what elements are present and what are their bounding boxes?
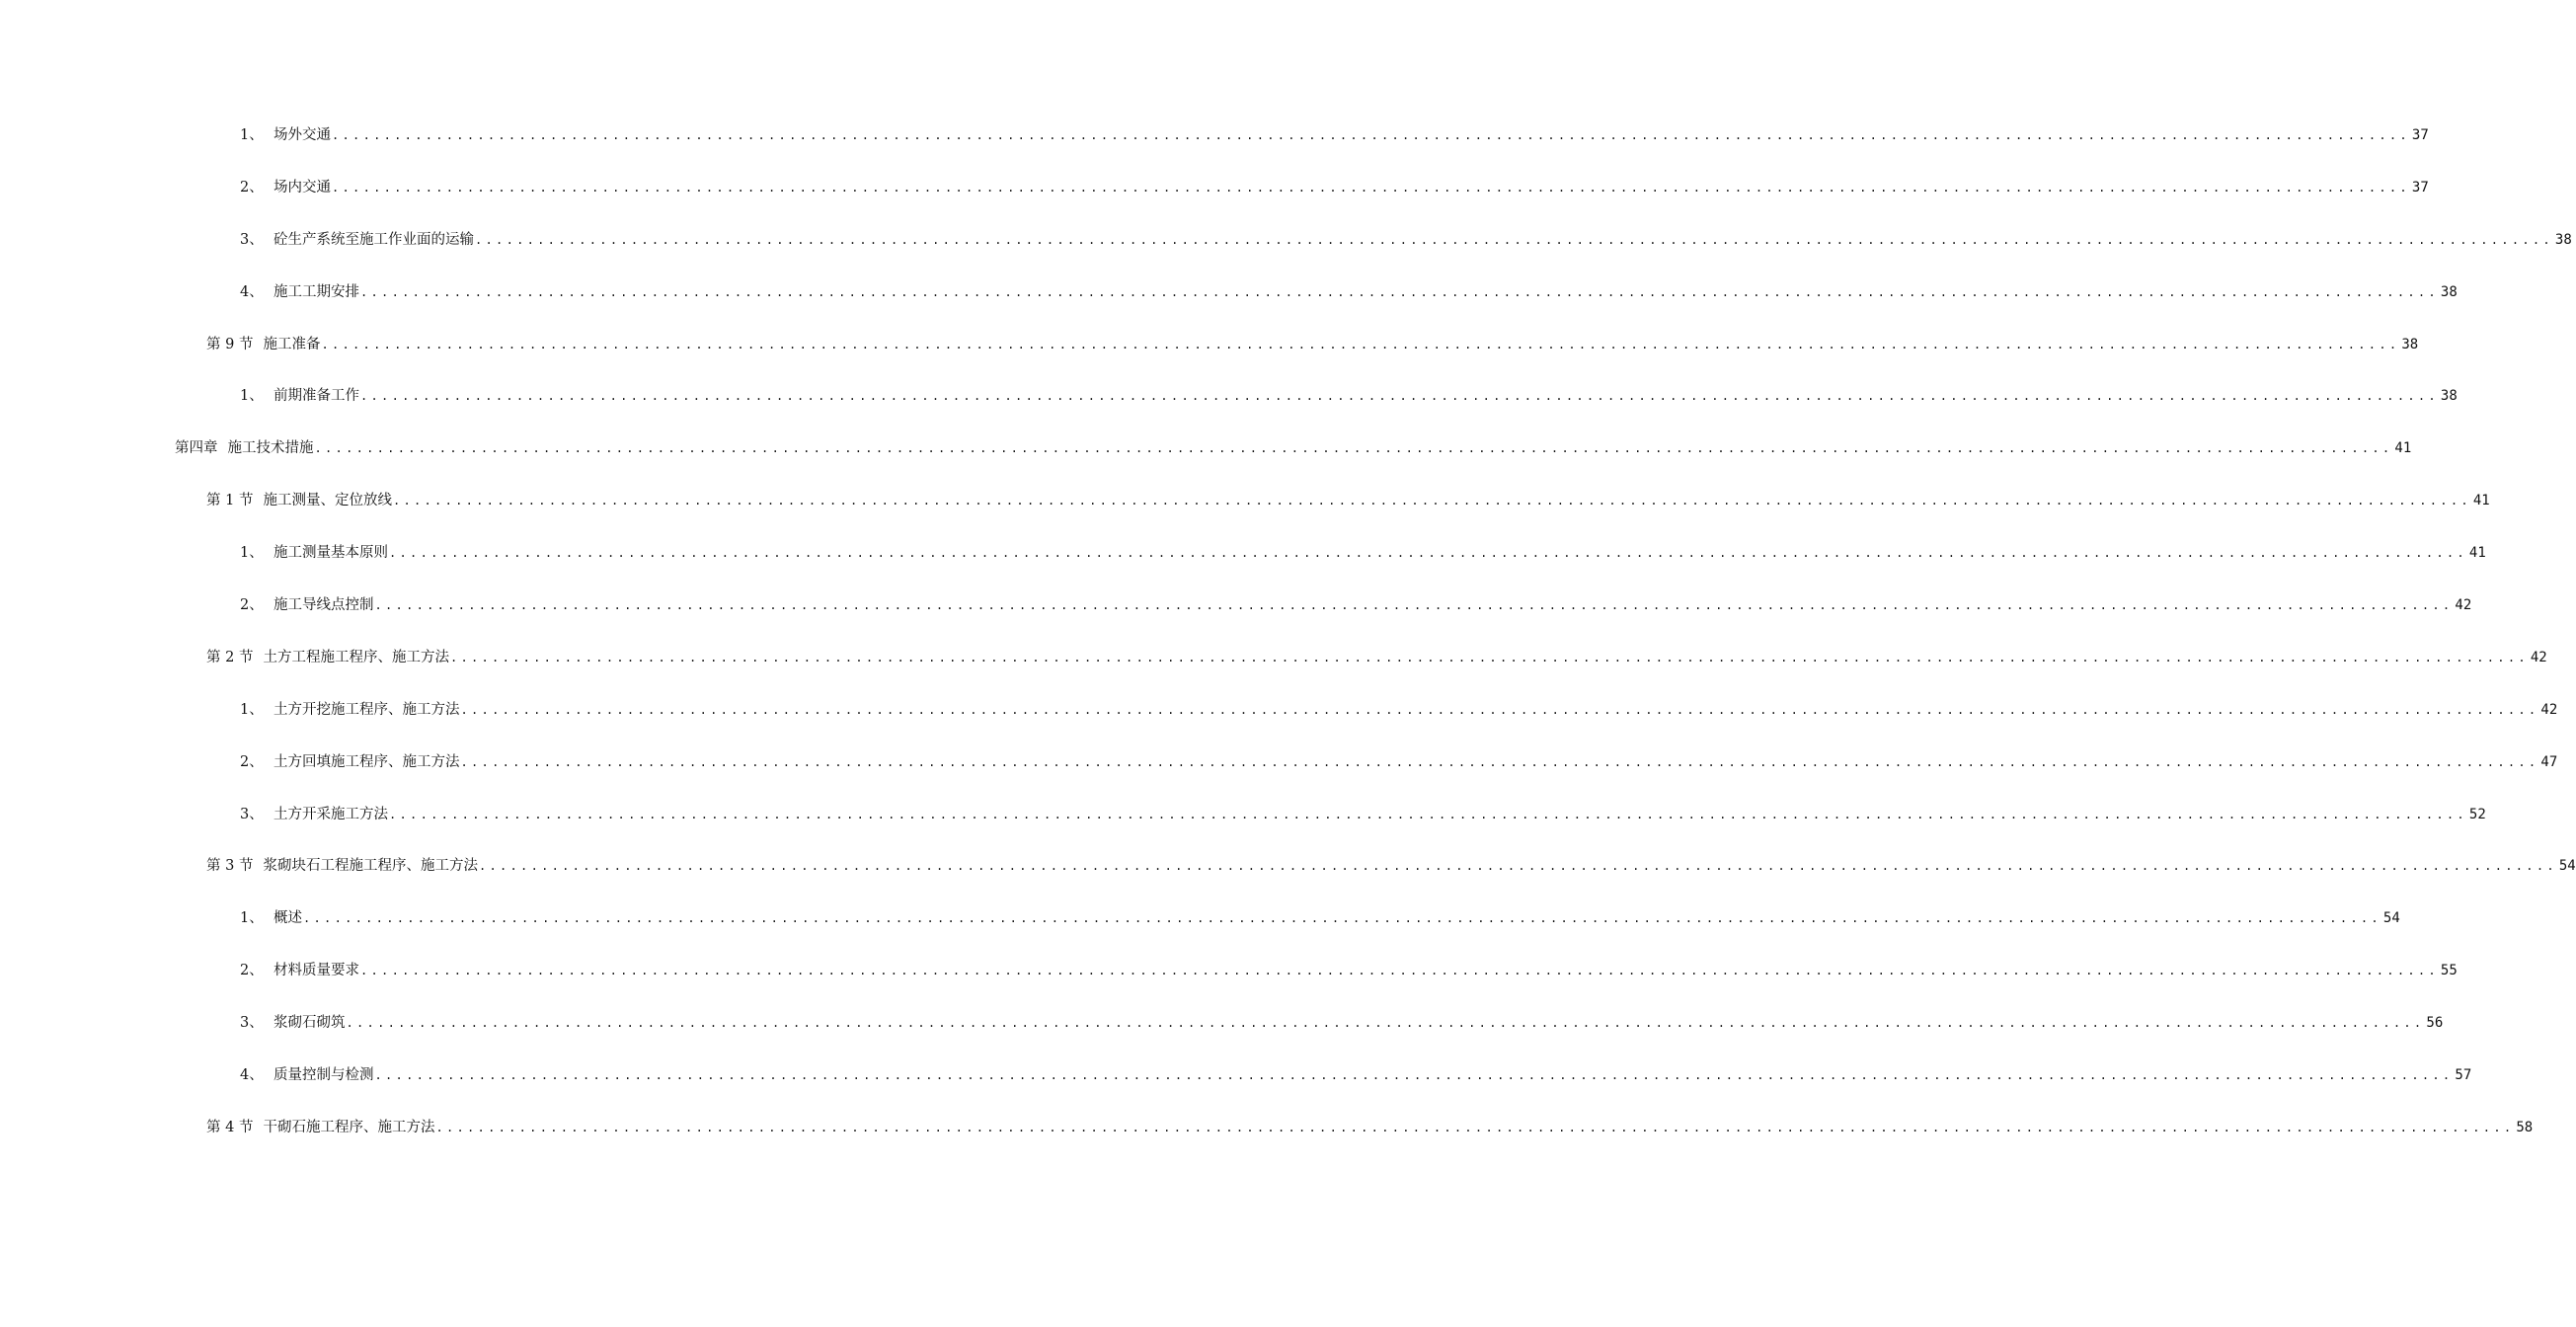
dot-leader: ........................................................................................................................................................................................................ — [460, 702, 2539, 717]
toc-entry-page-number: 37 — [2411, 179, 2429, 195]
dot-leader: ........................................................................................................................................................................................................ — [449, 650, 2529, 664]
toc-entry-number: 第 3 节 — [206, 858, 254, 875]
toc-entry-title: 浆砌石砌筑 — [273, 1015, 346, 1032]
toc-entry-title: 施工技术措施 — [227, 440, 314, 457]
toc-entry-section[interactable] — [0, 1115, 2534, 1167]
toc-entry-section[interactable] — [0, 645, 2547, 697]
toc-entry-item[interactable] — [0, 383, 2458, 435]
toc-entry-page-number: 47 — [2540, 753, 2558, 770]
toc-entry-page-number: 38 — [2440, 388, 2458, 405]
toc-entry-page-number: 55 — [2440, 963, 2458, 979]
toc-entry-item[interactable] — [0, 1010, 2444, 1062]
toc-entry-number: 1、 — [240, 388, 264, 405]
toc-entry-item[interactable] — [0, 905, 2400, 958]
toc-entry-item[interactable] — [0, 802, 2486, 854]
toc-entry-title: 材料质量要求 — [273, 963, 359, 979]
toc-entry-title: 场内交通 — [273, 179, 331, 195]
toc-entry-title: 土方回填施工程序、施工方法 — [273, 753, 460, 770]
toc-entry-number: 第 2 节 — [206, 649, 254, 665]
toc-entry-number: 1、 — [240, 545, 264, 562]
toc-entry-number: 4、 — [240, 283, 264, 300]
dot-leader: ........................................................................................................................................................................................................ — [460, 754, 2539, 769]
toc-entry-page-number: 42 — [2530, 649, 2547, 665]
toc-entry-page-number: 37 — [2411, 127, 2429, 143]
dot-leader: ........................................................................................................................................................................................................ — [374, 598, 2454, 613]
toc-entry-page-number: 57 — [2455, 1067, 2472, 1084]
toc-entry-title: 概述 — [273, 910, 302, 927]
toc-entry-item[interactable] — [0, 540, 2486, 592]
toc-entry-item[interactable] — [0, 175, 2429, 227]
toc-entry-page-number: 42 — [2455, 597, 2472, 614]
toc-entry-number: 2、 — [240, 753, 264, 770]
toc-entry-number: 3、 — [240, 1015, 264, 1032]
toc-entry-title: 施工准备 — [263, 336, 321, 352]
dot-leader: ........................................................................................................................................................................................................ — [389, 807, 2467, 821]
toc-entry-number: 2、 — [240, 597, 264, 614]
toc-entry-title: 施工导线点控制 — [273, 597, 374, 614]
toc-entry-title: 干砌石施工程序、施工方法 — [263, 1119, 435, 1135]
toc-entry-title: 砼生产系统至施工作业面的运输 — [273, 231, 474, 248]
toc-entry-number: 4、 — [240, 1067, 264, 1084]
toc-entry-section[interactable] — [0, 332, 2419, 384]
toc-entry-number: 3、 — [240, 806, 264, 822]
toc-entry-title: 质量控制与检测 — [273, 1067, 374, 1084]
toc-entry-page-number: 38 — [2440, 283, 2458, 300]
toc-entry-page-number: 41 — [2472, 493, 2490, 509]
toc-entry-number: 1、 — [240, 910, 264, 927]
toc-entry-number: 2、 — [240, 963, 264, 979]
toc-entry-page-number: 52 — [2468, 806, 2486, 822]
toc-entry-page-number: 54 — [2558, 858, 2576, 875]
dot-leader: ........................................................................................................................................................................................................ — [360, 964, 2439, 978]
toc-entry-number: 1、 — [240, 701, 264, 718]
toc-entry-item[interactable] — [0, 958, 2458, 1010]
toc-entry-number: 第 9 节 — [206, 336, 254, 352]
toc-entry-title: 前期准备工作 — [273, 388, 359, 405]
toc-entry-item[interactable] — [0, 592, 2472, 645]
dot-leader: ........................................................................................................................................................................................................ — [321, 337, 2400, 351]
dot-leader: ........................................................................................................................................................................................................ — [360, 284, 2439, 299]
toc-entry-title: 场外交通 — [273, 127, 331, 143]
toc-entry-chapter[interactable] — [0, 435, 2412, 488]
toc-entry-title: 施工测量、定位放线 — [263, 493, 392, 509]
toc-entry-number: 1、 — [240, 127, 264, 143]
toc-entry-number: 3、 — [240, 231, 264, 248]
toc-entry-title: 土方开挖施工程序、施工方法 — [273, 701, 460, 718]
dot-leader: ........................................................................................................................................................................................................ — [478, 859, 2557, 874]
toc-entry-title: 土方工程施工程序、施工方法 — [263, 649, 449, 665]
toc-entry-page-number: 38 — [2401, 336, 2419, 352]
toc-entry-number: 2、 — [240, 179, 264, 195]
toc-entry-number: 第四章 — [175, 440, 218, 457]
toc-entry-section[interactable] — [0, 853, 2576, 905]
toc-entry-item[interactable] — [0, 749, 2558, 802]
dot-leader: ........................................................................................................................................................................................................ — [389, 546, 2467, 561]
toc-entry-title: 土方开采施工方法 — [273, 806, 388, 822]
dot-leader: ........................................................................................................................................................................................................ — [332, 128, 2410, 142]
toc-entry-item[interactable] — [0, 122, 2429, 175]
toc-entry-item[interactable] — [0, 279, 2458, 332]
toc-entry-item[interactable] — [0, 697, 2558, 749]
toc-entry-section[interactable] — [0, 488, 2490, 540]
dot-leader: ........................................................................................................................................................................................................ — [435, 1120, 2515, 1134]
toc-entry-item[interactable] — [0, 227, 2572, 279]
toc-entry-number: 第 4 节 — [206, 1119, 254, 1135]
dot-leader: ........................................................................................................................................................................................................ — [475, 232, 2553, 247]
toc-entry-page-number: 38 — [2554, 231, 2572, 248]
toc-entry-page-number: 41 — [2394, 440, 2412, 457]
toc-entry-number: 第 1 节 — [206, 493, 254, 509]
dot-leader: ........................................................................................................................................................................................................ — [374, 1068, 2454, 1083]
toc-entry-page-number: 58 — [2516, 1119, 2534, 1135]
dot-leader: ........................................................................................................................................................................................................ — [392, 494, 2471, 508]
toc-entry-page-number: 42 — [2540, 701, 2558, 718]
toc-entry-item[interactable] — [0, 1062, 2472, 1115]
table-of-contents — [0, 122, 2576, 1167]
dot-leader: ........................................................................................................................................................................................................ — [346, 1016, 2425, 1031]
toc-entry-page-number: 41 — [2468, 545, 2486, 562]
dot-leader: ........................................................................................................................................................................................................ — [360, 389, 2439, 404]
dot-leader: ........................................................................................................................................................................................................ — [332, 180, 2410, 195]
toc-entry-page-number: 54 — [2382, 910, 2400, 927]
dot-leader: ........................................................................................................................................................................................................ — [314, 441, 2393, 456]
dot-leader: ........................................................................................................................................................................................................ — [303, 911, 2381, 926]
toc-entry-title: 浆砌块石工程施工程序、施工方法 — [263, 858, 478, 875]
toc-entry-title: 施工工期安排 — [273, 283, 359, 300]
toc-entry-page-number: 56 — [2426, 1015, 2444, 1032]
toc-entry-title: 施工测量基本原则 — [273, 545, 388, 562]
